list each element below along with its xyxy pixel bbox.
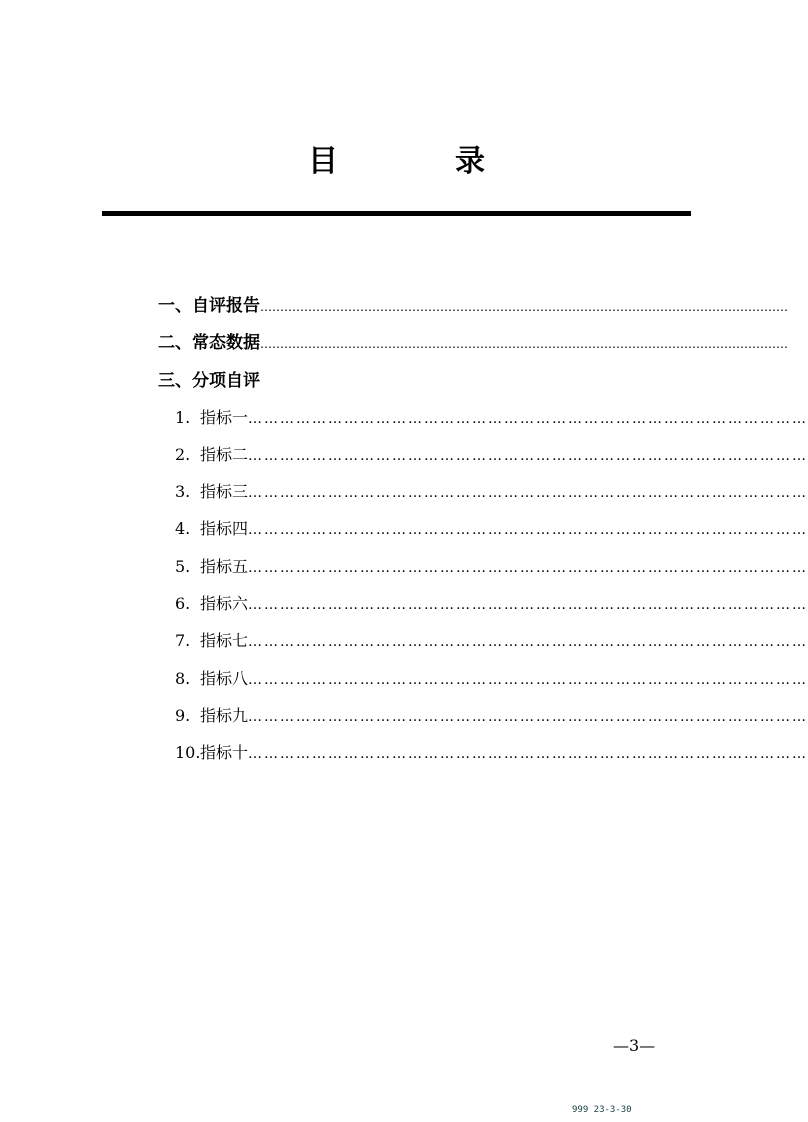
toc-item-label: 指标八: [200, 669, 249, 688]
toc-item-label: 指标一: [200, 408, 249, 427]
toc-item-8[interactable]: [175, 666, 808, 692]
toc-item-label: 指标四: [200, 519, 249, 538]
toc-section-itemized-evaluation[interactable]: [158, 368, 654, 394]
toc-section-self-evaluation-report[interactable]: [158, 293, 788, 319]
toc-item-number: 2.: [175, 445, 191, 464]
toc-leader: ……………………………………………………………………………………………: [248, 709, 808, 725]
toc-section-label: 二、常态数据: [158, 333, 260, 353]
toc-leader: ……………………………………………………………………………………………: [248, 411, 808, 427]
toc-leader: ……………………………………………………………………………………………: [248, 634, 808, 650]
toc-item-label: 指标二: [200, 445, 249, 464]
toc-leader: ……………………………………………………………………………………………: [248, 746, 808, 762]
toc-item-label: 指标五: [200, 557, 249, 576]
toc-leader: ……………………………………………………………………………………………: [248, 448, 808, 464]
toc-item-label: 指标七: [200, 631, 249, 650]
toc-item-number: 1.: [175, 408, 191, 427]
toc-leader: ……………………………………………………………………………………………………………………: [260, 300, 788, 314]
toc-item-number: 7.: [175, 631, 191, 650]
toc-item-label: 指标三: [200, 482, 249, 501]
toc-item-6[interactable]: [175, 591, 808, 617]
toc-item-number: 3.: [175, 482, 191, 501]
toc-item-5[interactable]: [175, 554, 808, 580]
toc-item-9[interactable]: [175, 703, 808, 729]
toc-item-7[interactable]: [175, 628, 808, 654]
toc-section-label: 一、自评报告: [158, 296, 260, 316]
toc-item-3[interactable]: [175, 479, 808, 505]
toc-item-label: 指标十: [200, 743, 249, 762]
toc-leader: ……………………………………………………………………………………………………………………: [260, 337, 788, 351]
toc-item-2[interactable]: [175, 442, 808, 468]
toc-leader: ……………………………………………………………………………………………: [248, 672, 808, 688]
toc-item-4[interactable]: [175, 516, 808, 542]
page-number: —3—: [613, 1036, 656, 1055]
toc-item-label: 指标六: [200, 594, 249, 613]
toc-leader: ……………………………………………………………………………………………: [248, 560, 808, 576]
toc-leader: ……………………………………………………………………………………………: [248, 522, 808, 538]
toc-item-number: 5.: [175, 557, 191, 576]
toc-item-10[interactable]: [175, 740, 808, 766]
title-char-1: 目: [308, 144, 338, 179]
toc-leader: ……………………………………………………………………………………………: [248, 485, 808, 501]
toc-item-number: 10.: [175, 743, 201, 762]
toc-item-label: 指标九: [200, 706, 249, 725]
toc-section-label: 三、分项自评: [158, 371, 260, 391]
footer-stamp: 999 23-3-30: [572, 1105, 632, 1115]
toc-item-number: 4.: [175, 519, 191, 538]
toc-section-normal-data[interactable]: [158, 330, 788, 356]
title-char-2: 录: [455, 144, 485, 179]
toc-item-number: 8.: [175, 669, 191, 688]
toc-leader: ……………………………………………………………………………………………: [248, 597, 808, 613]
toc-item-number: 9.: [175, 706, 191, 725]
toc-item-number: 6.: [175, 594, 191, 613]
toc-item-1[interactable]: [175, 405, 808, 431]
